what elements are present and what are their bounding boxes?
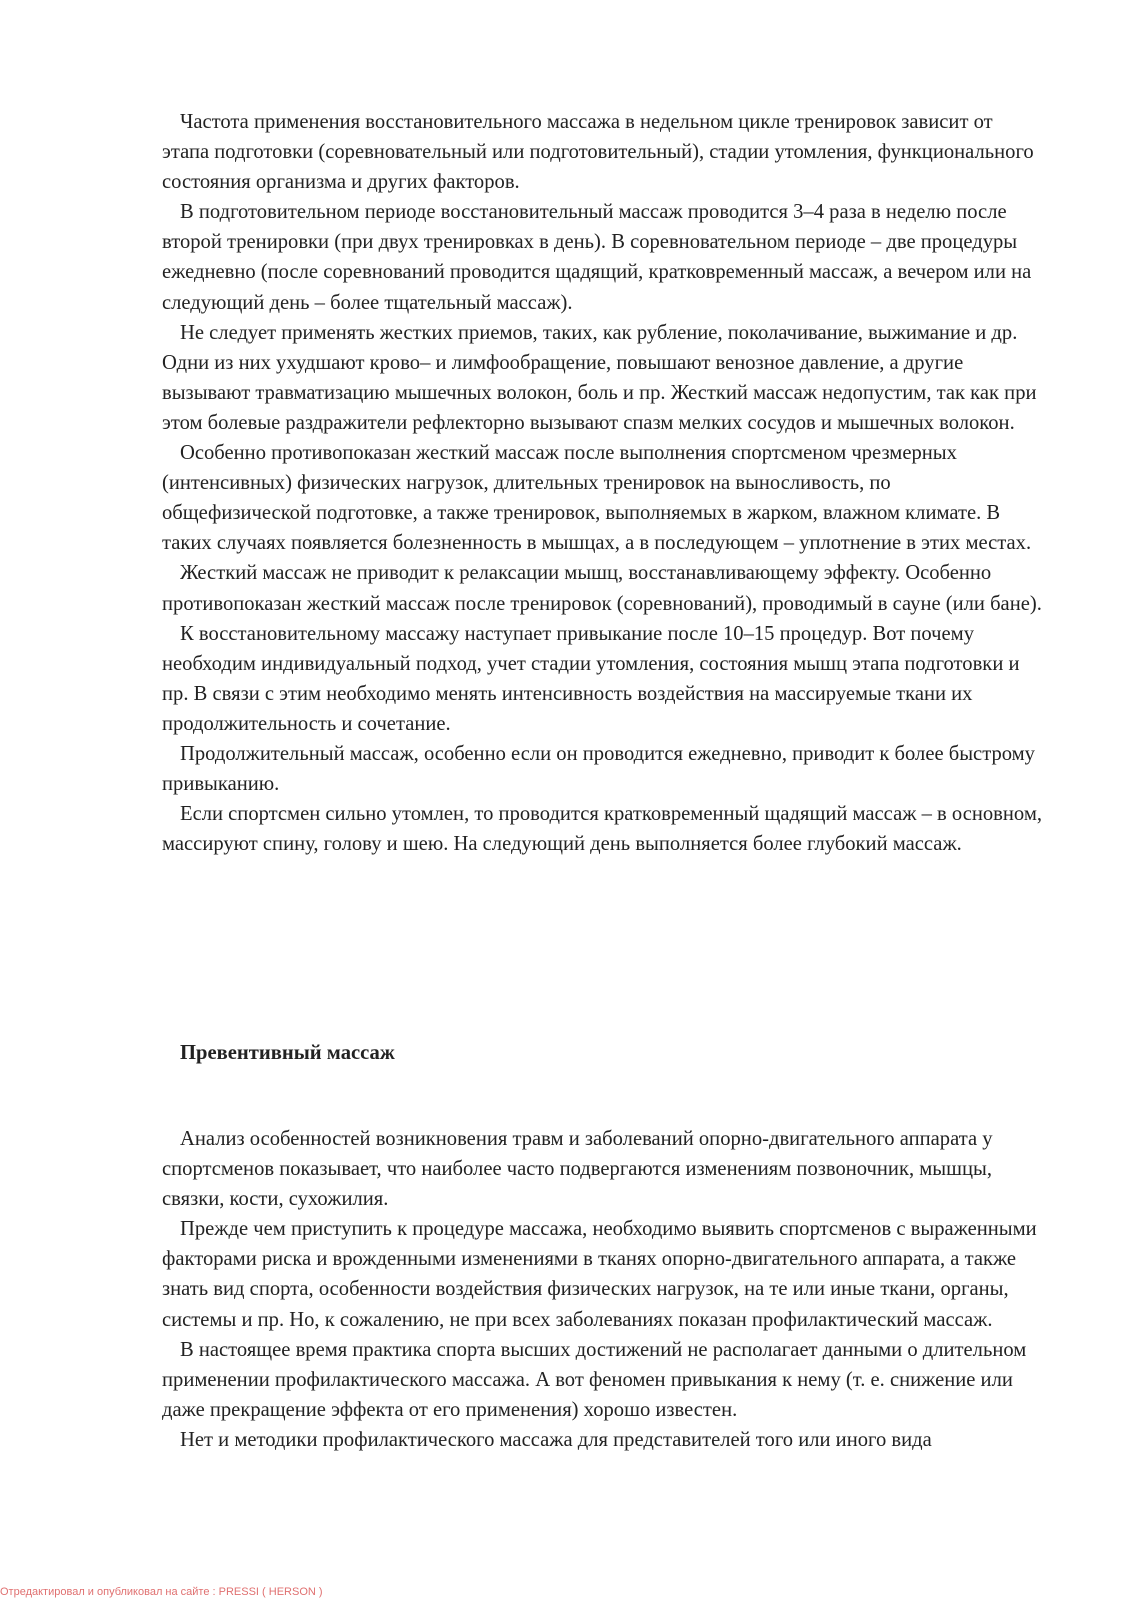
body-text-bottom [162, 1124, 1042, 1455]
paragraph: Если спортсмен сильно утомлен, то проводится кратковременный щадящий массаж – в основном, массируют спину, голову и шею. На следующий день выполняется более глубокий массаж. [162, 803, 1043, 856]
paragraph: Жесткий массаж не приводит к релаксации мышц, восстанавливающему эффекту. Особенно противопоказан жесткий массаж после тренировок (соревнований), проводимый в сауне (или бане). [162, 562, 1042, 615]
body-text-top [162, 107, 1042, 859]
paragraph: Частота применения восстановительного массажа в недельном цикле тренировок зависит от этапа подготовки (соревновательный или подготовительный), стадии утомления, функционального состояния организма и других факторов. [162, 111, 1034, 194]
paragraph: В подготовительном периоде восстановительный массаж проводится 3–4 раза в неделю после второй тренировки (при двух тренировках в день). В соревновательном периоде – две процедуры ежедневно (после соревнований проводится щадящий, кратковременный массаж, а вечером или на следующий день – более тщательный массаж). [162, 201, 1032, 314]
section-heading: Превентивный массаж [180, 1042, 395, 1064]
paragraph: К восстановительному массажу наступает привыкание после 10–15 процедур. Вот почему необходим индивидуальный подход, учет стадии утомления, состояния мышц этапа подготовки и пр. В связи с этим необходимо менять интенсивность воздействия на массируемые ткани их продолжительность и сочетание. [162, 622, 1020, 735]
section-heading-block [162, 1038, 1042, 1068]
paragraph: Прежде чем приступить к процедуре массажа, необходимо выявить спортсменов с выраженными факторами риска и врожденными изменениями в тканях опорно-двигательного аппарата, а также знать вид спорта, особенности воздействия физических нагрузок, на те или иные ткани, органы, системы и пр. Но, к сожалению, не при всех заболеваниях показан профилактический массаж. [162, 1218, 1037, 1331]
paragraph: Не следует применять жестких приемов, таких, как рубление, поколачивание, выжимание и др. Одни из них ухудшают крово– и лимфообращение, повышают венозное давление, а другие вызывают травматизацию мышечных волокон, боль и пр. Жесткий массаж недопустим, так как при этом болевые раздражители рефлекторно вызывают спазм мелких сосудов и мышечных волокон. [162, 321, 1037, 434]
paragraph: В настоящее время практика спорта высших достижений не располагает данными о длительном применении профилактического массажа. А вот феномен привыкания к нему (т. е. снижение или даже прекращение эффекта от его применения) хорошо известен. [162, 1338, 1027, 1421]
paragraph: Продолжительный массаж, особенно если он проводится ежедневно, приводит к более быстрому привыканию. [162, 742, 1035, 796]
paragraph: Анализ особенностей возникновения травм и заболеваний опорно-двигательного аппарата у спортсменов показывает, что наиболее часто подвергаются изменениям позвоночник, мышцы, связки, кости, сухожилия. [162, 1128, 993, 1211]
paragraph: Нет и методики профилактического массажа для представителей того или иного вида [180, 1428, 932, 1451]
footer-credit-note: Отредактировал и опубликовал на сайте : PRESSI ( HERSON ) [0, 1586, 323, 1598]
paragraph: Особенно противопоказан жесткий массаж после выполнения спортсменом чрезмерных (интенсивных) физических нагрузок, длительных тренировок на выносливость, по общефизической подготовке, а также тренировок, выполняемых в жарком, влажном климате. В таких случаях появляется болезненность в мышцах, а в последующем – уплотнение в этих местах. [162, 442, 1032, 555]
